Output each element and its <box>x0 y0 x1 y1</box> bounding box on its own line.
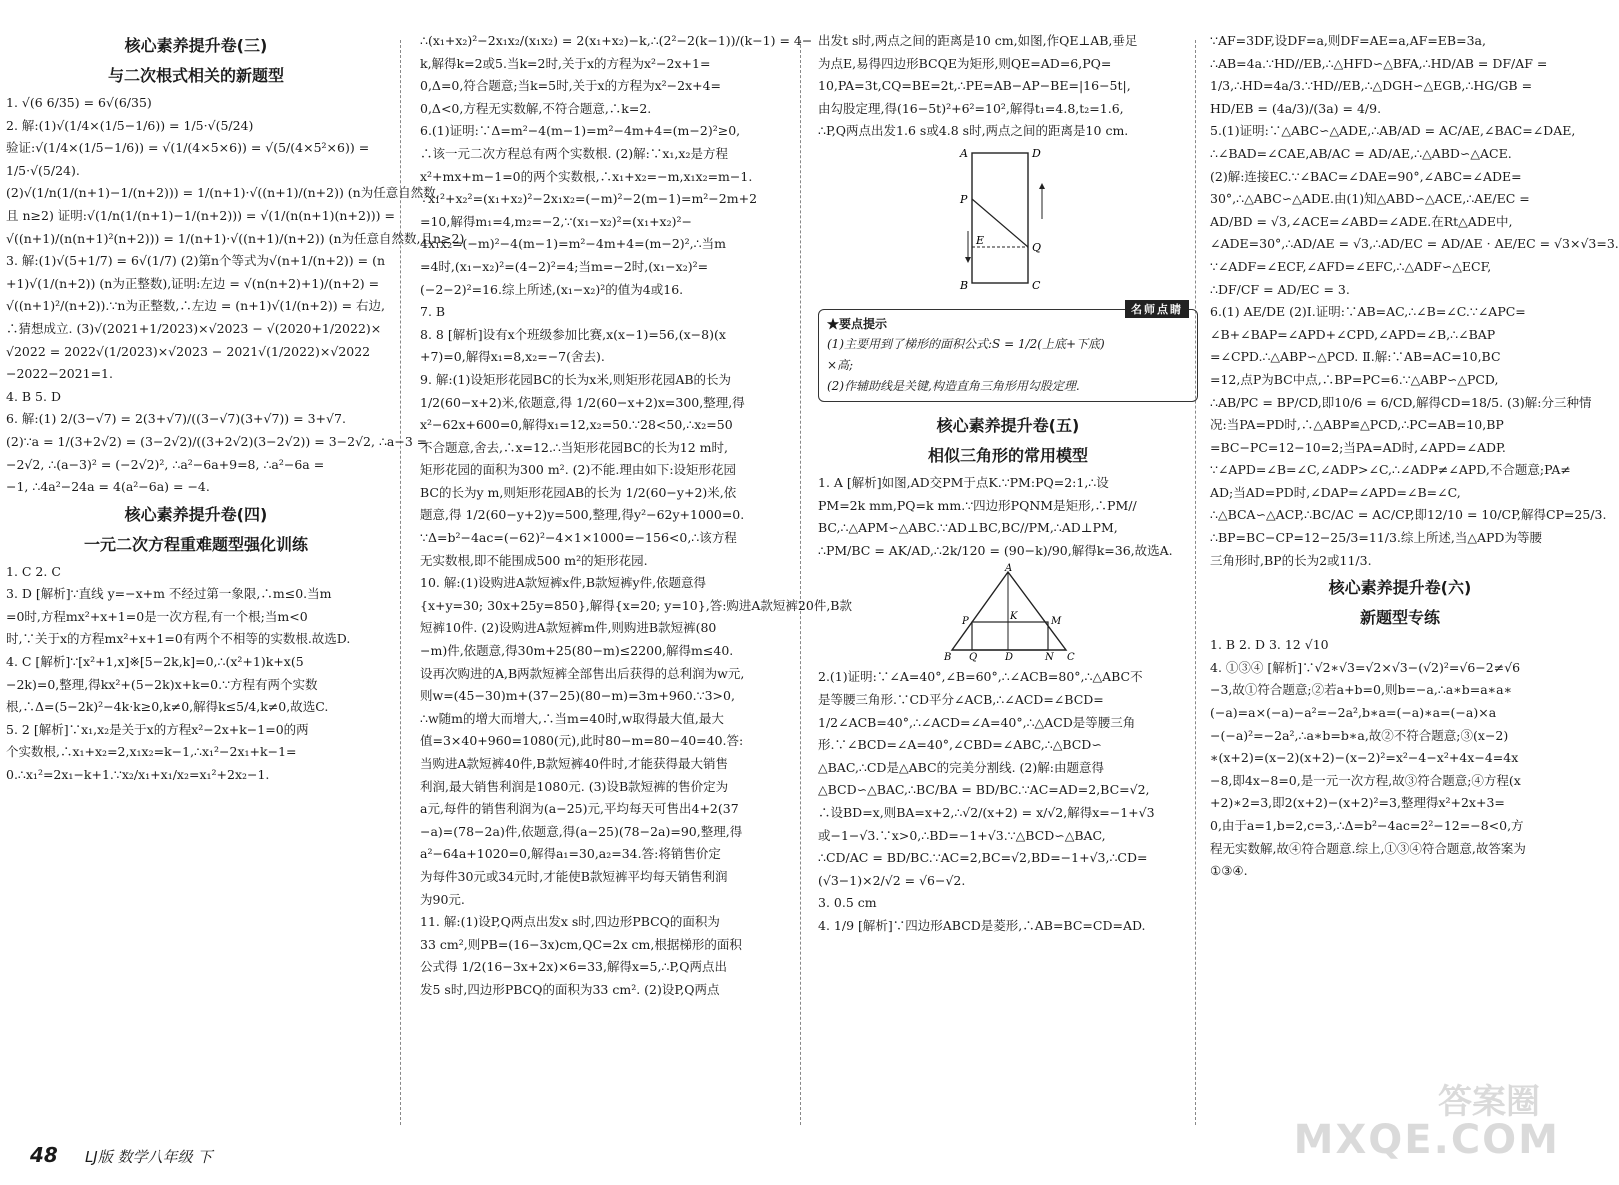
answer-line: 当购进A款短裤40件,B款短裤40件时,才能获得最大销售 <box>420 756 728 771</box>
answer-line: 公式得 1/2(16−3x+2x)×6=33,解得x=5,∴P,Q两点出 <box>420 959 727 975</box>
answer-line: {x+y=30; 30x+25y=850},解得{x=20; y=10},答:购进A款短裤20件,B款 <box>420 597 852 613</box>
answer-line: ∠ADE=30°,∴AD/AE = √3,∴AD/EC = AD/AE · AE/EC = √3×√3=3. <box>1210 236 1619 252</box>
section-title: 核心素养提升卷(三) <box>124 36 268 55</box>
answer-line: ∴(x₁+x₂)²−2x₁x₂/(x₁x₂) = 2(x₁+x₂)−k,∴(2²−2(k−1))/(k−1) = 4− <box>420 33 813 48</box>
answer-line: △BAC,∴CD是△ABC的完美分割线. (2)解:由题意得 <box>818 759 1104 775</box>
answer-line: (−2−2)²=16.综上所述,(x₁−x₂)²的值为4或16. <box>420 281 684 297</box>
section-subtitle: 新题型专练 <box>1359 608 1440 628</box>
answer-line: 4. B 5. D <box>6 388 61 404</box>
answer-line: 个实数根,∴x₁+x₂=2,x₁x₂=k−1,∴x₁²−2x₁+k−1= <box>6 744 297 760</box>
answer-line: ∴CD/AC = BD/BC.∵AC=2,BC=√2,BD=−1+√3,∴CD= <box>818 850 1148 866</box>
answer-line: 为点E,易得四边形BCQE为矩形,则QE=AD=6,PQ= <box>818 55 1112 71</box>
answer-line: 利润,最大销售利润是1080元. (3)设B款短裤的售价定为 <box>420 778 729 794</box>
answer-block <box>6 561 386 787</box>
answer-line: 值=3×40+960=1080(元),此时80−m=80−40=40.答: <box>420 733 744 749</box>
section-subtitle: 一元二次方程重难题型强化训练 <box>83 534 308 554</box>
answer-line: ∴P,Q两点出发1.6 s或4.8 s时,两点之间的距离是10 cm. <box>818 123 1129 139</box>
answer-line: 0,Δ=0,符合题意;当k=5时,关于x的方程为x²−2x+4= <box>420 78 722 94</box>
answer-line: 设再次购进的A,B两款短裤全部售出后获得的总利润为w元, <box>420 665 745 681</box>
answer-line: ∗(x+2)=(x−2)(x+2)−(x−2)²=x²−4−x²+4x−4=4x <box>1210 750 1519 766</box>
footer-text: LJ版 数学八年级 下 <box>84 1148 213 1166</box>
answer-line: 1. √(6 6/35) = 6√(6/35) <box>6 95 152 110</box>
answer-line: 为90元. <box>420 891 465 907</box>
answer-line: 1. B 2. D 3. 12 √10 <box>1210 637 1329 653</box>
answer-line: AD/BD = √3,∠ACE=∠ABD=∠ADE.在Rt△ADE中, <box>1210 213 1513 229</box>
answer-line: 短裤10件. (2)设购进A款短裤m件,则购进B款短裤(80 <box>420 620 717 636</box>
answer-block <box>818 30 1198 143</box>
answer-line: HD/EB = (4a/3)/(3a) = 4/9. <box>1210 100 1382 116</box>
answer-line: =4时,(x₁−x₂)²=(4−2)²=4;当m=−2时,(x₁−x₂)²= <box>420 258 709 274</box>
answer-line: 33 cm²,则PB=(16−3x)cm,QC=2x cm,根据梯形的面积 <box>420 936 742 952</box>
answer-line: +1)√(1/(n+2)) (n为正整数),证明:左边 = √(n(n+2)+1)/(n+2) = <box>6 275 380 291</box>
answer-line: √2022 = 2022√(1/2023)×√2023 − 2021√(1/2022)×√2022 <box>6 343 371 359</box>
answer-line: AD;当AD=PD时,∠DAP=∠APD=∠B=∠C, <box>1210 484 1461 500</box>
answer-line: 1. C 2. C <box>6 563 61 579</box>
answer-line: 根,∴Δ=(5−2k)²−4k·k≥0,k≠0,解得k≤5/4,k≠0,故选C. <box>6 699 329 715</box>
answer-line: 是等腰三角形.∵CD平分∠ACB,∴∠ACD=∠BCD= <box>818 691 1104 707</box>
answer-line: 则w=(45−30)m+(37−25)(80−m)=3m+960.∵3>0, <box>420 688 735 704</box>
answer-line: 1/5·√(5/24). <box>6 162 80 178</box>
tip-line: (1)主要用到了梯形的面积公式:S = 1/2(上底+下底) <box>827 336 1105 351</box>
answer-line: −(−a)²=−2a²,∴a∗b=b∗a,故②不符合题意;③(x−2) <box>1210 727 1509 743</box>
answer-line: (−a)=a×(−a)−a²=−2a²,b∗a=(−a)∗a=(−a)×a <box>1210 705 1497 721</box>
answer-line: ∵∠APD=∠B=∠C,∠ADP>∠C,∴∠ADP≠∠APD,不合题意;PA≠ <box>1210 462 1571 478</box>
answer-line: x²+mx+m−1=0的两个实数根,∴x₁+x₂=−m,x₁x₂=m−1. <box>420 168 753 184</box>
tip-line: (2)作辅助线是关键,构造直角三角形用勾股定理. <box>827 378 1080 393</box>
label-d: D <box>1005 652 1014 664</box>
answer-line: ∵∠ADF=∠ECF,∠AFD=∠EFC,∴△ADF∽△ECF, <box>1210 258 1492 274</box>
answer-line: ∴AB=4a.∵HD//EB,∴△HFD∽△BFA,∴HD/AB = DF/AF = <box>1210 55 1548 71</box>
answer-line: 5.(1)证明:∵△ABC∽△ADE,∴AB/AD = AC/AE,∠BAC=∠DAE, <box>1210 123 1576 139</box>
answer-line: −a)=(78−2a)件,依题意,得(a−25)(78−2a)=90,整理,得 <box>420 823 743 839</box>
answer-line: −2√2, ∴(a−3)² = (−2√2)², ∴a²−6a+9=8, ∴a²−6a = <box>6 456 325 472</box>
answer-line: BC的长为y m,则矩形花园AB的长为 1/2(60−y+2)米,依 <box>420 484 737 500</box>
label-q: Q <box>1032 240 1042 254</box>
answer-line: 1/2∠ACB=40°,∴∠ACD=∠A=40°,∴△ACD是等腰三角 <box>818 714 1136 730</box>
answer-line: 11. 解:(1)设P,Q两点出发x s时,四边形PBCQ的面积为 <box>420 914 720 930</box>
label-c: C <box>1067 652 1075 664</box>
label-k: K <box>1010 611 1018 623</box>
section-subtitle: 与二次根式相关的新题型 <box>107 66 284 85</box>
answer-line: (√3−1)×2/√2 = √6−√2. <box>818 872 966 888</box>
answer-line: 为每件30元或34元时,才能使B款短裤平均每天销售利润 <box>420 868 728 884</box>
label-c: C <box>1032 278 1041 292</box>
page-number: 48 <box>30 1143 58 1167</box>
answer-line: =12,点P为BC中点,∴BP=PC=6.∵△ABP∽△PCD, <box>1210 371 1499 387</box>
answer-line: 时,∵关于x的方程mx²+x+1=0有两个不相等的实数根.故选D. <box>6 631 351 647</box>
answer-line: 2. 解:(1)√(1/4×(1/5−1/6)) = 1/5·√(5/24) <box>6 117 254 133</box>
label-p: P <box>960 192 968 206</box>
column-4 <box>1210 30 1619 883</box>
answer-line: 0,由于a=1,b=2,c=3,∴Δ=b²−4ac=2²−12=−8<0,方 <box>1210 818 1524 833</box>
answer-line: √((n+1)/(n(n+1)²(n+2))) = 1/(n+1)·√((n+1)/(n+2)) (n为任意自然数,且n≥2) <box>6 230 465 246</box>
answer-line: 不合题意,舍去,∴x=12.∴当矩形花园BC的长为12 m时, <box>420 439 728 455</box>
tip-line: ×高; <box>827 357 854 372</box>
answer-line: 况:当PA=PD时,∴△ABP≌△PCD,∴PC=AB=10,BP <box>1210 417 1504 433</box>
answer-line: 4. C [解析]∵[x²+1,x]※[5−2k,k]=0,∴(x²+1)k+x(5 <box>6 654 304 670</box>
answer-line: 3. D [解析]∵直线 y=−x+m 不经过第一象限,∴m≤0.当m <box>6 586 332 602</box>
label-m: M <box>1051 616 1062 628</box>
answer-line: ∴AB/PC = BP/CD,即10/6 = 6/CD,解得CD=18/5. (3)解:分三种情 <box>1210 394 1592 410</box>
answer-line: 10,PA=3t,CQ=BE=2t,∴PE=AB−AP−BE=|16−5t|, <box>818 78 1131 94</box>
triangle-figure <box>938 563 1078 664</box>
answer-line: a元,每件的销售利润为(a−25)元,平均每天可售出4+2(37 <box>420 801 739 817</box>
section-title: 核心素养提升卷(五) <box>936 415 1080 435</box>
answer-line: =10,解得m₁=4,m₂=−2,∵(x₁−x₂)²=(x₁+x₂)²− <box>420 213 692 229</box>
answer-line: 3. 0.5 cm <box>818 895 877 911</box>
answer-line: PM=2k mm,PQ=k mm.∵四边形PQNM是矩形,∴PM// <box>818 497 1137 513</box>
rect-abcd <box>972 153 1028 283</box>
answer-line: −3,故①符合题意;②若a+b=0,则b=−a,∴a∗b=a∗a∗ <box>1210 682 1513 698</box>
answer-line: △BCD∽△BAC,∴BC/BA = BD/BC.∵AC=AD=2,BC=√2, <box>818 782 1150 798</box>
answer-block <box>1210 634 1590 883</box>
answer-block <box>818 666 1198 937</box>
answer-line: ∵AF=3DF,设DF=a,则DF=AE=a,AF=EB=3a, <box>1210 33 1486 48</box>
answer-line: (2)解:连接EC.∵∠BAC=∠DAE=90°,∠ABC=∠ADE= <box>1210 168 1522 184</box>
tip-box <box>818 302 1198 402</box>
answer-line: ∵x₁²+x₂²=(x₁+x₂)²−2x₁x₂=(−m)²−2(m−1)=m²−2m+2 <box>420 191 758 207</box>
answer-line: 1/2(60−x+2)米,依题意,得 1/2(60−x+2)x=300,整理,得 <box>420 394 745 410</box>
answer-line: 6.(1) AE/DE (2)Ⅰ.证明:∵AB=AC,∴∠B=∠C.∵∠APC= <box>1210 304 1526 320</box>
arrow-head <box>1039 183 1045 189</box>
answer-line: =BC−PC=12−10=2;当PA=AD时,∠APD=∠ADP. <box>1210 439 1506 455</box>
answer-line: ∴DF/CF = AD/EC = 3. <box>1210 281 1350 297</box>
answer-line: −m)件,依题意,得30m+25(80−m)≤2200,解得m≤40. <box>420 643 734 659</box>
answer-line: 6. 解:(1) 2/(3−√7) = 2(3+√7)/((3−√7)(3+√7)) = 3+√7. <box>6 411 346 427</box>
answer-line: 且 n≥2) 证明:√(1/n(1/(n+1)−1/(n+2))) = √(1/(n(n+1)(n+2))) = <box>6 207 395 223</box>
answer-line: 出发t s时,两点之间的距离是10 cm,如图,作QE⊥AB,垂足 <box>818 33 1138 48</box>
answer-line: 7. B <box>420 304 446 320</box>
section-title: 核心素养提升卷(四) <box>124 504 268 524</box>
answer-line: ∴BP=BC−CP=12−25/3=11/3.综上所述,当△APD为等腰 <box>1210 530 1542 546</box>
answer-line: (2)∵a = 1/(3+2√2) = (3−2√2)/((3+2√2)(3−2√2)) = 3−2√2, ∴a−3 = <box>6 433 428 449</box>
answer-line: 6.(1)证明:∵Δ=m²−4(m−1)=m²−4m+4=(m−2)²≥0, <box>420 123 741 139</box>
answer-line: ∴猜想成立. (3)√(2021+1/2023)×√2023 − √(2020+1/2022)× <box>6 320 382 336</box>
answer-line: ①③④. <box>1210 863 1248 879</box>
answer-line: −1, ∴4a²−24a = 4(a²−6a) = −4. <box>6 479 210 495</box>
label-q: Q <box>969 652 978 664</box>
watermark-url: MXQE.COM <box>1293 1117 1560 1163</box>
answer-line: (2)√(1/n(1/(n+1)−1/(n+2))) = 1/(n+1)·√((n+1)/(n+2)) (n为任意自然数, <box>6 185 440 201</box>
rectangle-figure <box>938 147 1078 295</box>
answer-line: 9. 解:(1)设矩形花园BC的长为x米,则矩形花园AB的长为 <box>420 371 732 387</box>
answer-line: +2)∗2=3,即2(x+2)−(x+2)²=3,整理得x²+2x+3= <box>1210 795 1505 811</box>
answer-line: 程无实数解,故④符合题意.综上,①③④符合题意,故答案为 <box>1210 840 1526 856</box>
answer-line: 2.(1)证明:∵∠A=40°,∠B=60°,∴∠ACB=80°,∴△ABC不 <box>818 669 1143 685</box>
answer-line: ∴△BCA∽△ACP,∴BC/AC = AC/CP,即12/10 = 10/CP,解得CP=25/3. <box>1210 507 1607 523</box>
section-title: 核心素养提升卷(六) <box>1328 578 1472 598</box>
answer-line: 形.∵∠BCD=∠A=40°,∠CBD=∠ABC,∴△BCD∽ <box>818 737 1102 753</box>
answer-block <box>818 472 1198 562</box>
answer-line: ∵Δ=b²−4ac=(−62)²−4×1×1000=−156<0,∴该方程 <box>420 530 737 546</box>
answer-line: −8,即4x−8=0,是一元一次方程,故③符合题意;④方程(x <box>1210 772 1521 788</box>
answer-line: 发5 s时,四边形PBCQ的面积为33 cm². (2)设P,Q两点 <box>420 981 720 997</box>
answer-line: =∠CPD.∴△ABP∽△PCD. Ⅱ.解:∵AB=AC=10,BC <box>1210 349 1501 365</box>
answer-line: 1. A [解析]如图,AD交PM于点K.∵PM:PQ=2:1,∴设 <box>818 474 1109 490</box>
arrow-head <box>965 257 971 263</box>
answer-line: k,解得k=2或5.当k=2时,关于x的方程为x²−2x+1= <box>420 55 711 71</box>
answer-line: ∴该一元二次方程总有两个实数根. (2)解:∵x₁,x₂是方程 <box>420 145 728 161</box>
answer-line: 0,Δ<0,方程无实数解,不符合题意,∴k=2. <box>420 100 652 116</box>
page-footer <box>30 1143 212 1167</box>
answer-line: √((n+1)²/(n+2)).∵n为正整数,∴左边 = (n+1)√(1/(n+2)) = 右边, <box>6 298 386 314</box>
answer-line: ∴w随m的增大而增大,∴当m=40时,w取得最大值,最大 <box>420 710 724 726</box>
column-3 <box>818 30 1198 937</box>
answer-line: 10. 解:(1)设购进A款短裤x件,B款短裤y件,依题意得 <box>420 575 707 591</box>
answer-line: =0时,方程mx²+x+1=0是一次方程,有一个根;当m<0 <box>6 608 308 624</box>
label-e: E <box>976 233 985 247</box>
answer-line: ∴设BD=x,则BA=x+2,∴√2/(x+2) = x/√2,解得x=−1+√3 <box>818 804 1155 820</box>
answer-line: 30°,∴△ABC∽△ADE.由(1)知△ABD∽△ACE,∴AE/EC = <box>1210 191 1530 207</box>
answer-line: 矩形花园的面积为300 m². (2)不能.理由如下:设矩形花园 <box>420 462 737 478</box>
answer-line: ∴∠BAD=∠CAE,AB/AC = AD/AE,∴△ABD∽△ACE. <box>1210 145 1512 161</box>
answer-line: ∠B+∠BAP=∠APD+∠CPD,∠APD=∠B,∴∠BAP <box>1210 326 1496 342</box>
rect-pqnm <box>972 622 1048 650</box>
answer-line: 5. 2 [解析]∵x₁,x₂是关于x的方程x²−2x+k−1=0的两 <box>6 721 309 737</box>
answer-line: +7)=0,解得x₁=8,x₂=−7(舍去). <box>420 349 605 365</box>
tip-heading: ★要点提示 <box>827 316 888 331</box>
watermark-logo: 答案圈 <box>1438 1082 1540 1122</box>
label-d: D <box>1032 146 1041 160</box>
answer-line: 三角形时,BP的长为2或11/3. <box>1210 552 1372 568</box>
answer-block <box>1210 30 1619 572</box>
label-b: B <box>960 278 969 292</box>
answer-line: 或−1−√3.∵x>0,∴BD=−1+√3.∵△BCD∽△BAC, <box>818 827 1106 843</box>
answer-line: 题意,得 1/2(60−y+2)y=500,整理,得y²−62y+1000=0. <box>420 507 745 523</box>
answer-line: −2k)=0,整理,得kx²+(5−2k)x+k=0.∵方程有两个实数 <box>6 676 318 692</box>
answer-line: −2022−2021=1. <box>6 366 113 382</box>
column-divider <box>400 40 401 1125</box>
answer-line: x²−62x+600=0,解得x₁=12,x₂=50.∵28<50,∴x₂=50 <box>420 417 733 433</box>
label-a: A <box>960 146 968 160</box>
answer-line: 4x₁x₂=(−m)²−4(m−1)=m²−4m+4=(m−2)²,∴当m <box>420 236 726 252</box>
section-subtitle: 相似三角形的常用模型 <box>927 445 1088 465</box>
answer-line: 无实数根,即不能围成500 m²的矩形花园. <box>420 552 648 568</box>
label-a: A <box>1005 563 1013 575</box>
label-b: B <box>944 652 952 664</box>
label-p: P <box>962 616 969 628</box>
triangle-abc <box>952 572 1066 650</box>
answer-line: 8. 8 [解析]设有x个班级参加比赛,x(x−1)=56,(x−8)(x <box>420 326 726 342</box>
answer-line: 4. 1/9 [解析]∵四边形ABCD是菱形,∴AB=BC=CD=AD. <box>818 917 1146 933</box>
answer-line: 3. 解:(1)√(5+1/7) = 6√(1/7) (2)第n个等式为√(n+1/(n+2)) = (n <box>6 253 386 269</box>
answer-line: 由勾股定理,得(16−5t)²+6²=10²,解得t₁=4.8,t₂=1.6, <box>818 100 1124 116</box>
answer-line: 1/3,∴HD=4a/3.∵HD//EB,∴△DGH∽△EGB,∴HG/GB = <box>1210 78 1533 94</box>
answer-line: 0.∴x₁²=2x₁−k+1.∵x₂/x₁+x₁/x₂=x₁²+2x₂−1. <box>6 767 270 783</box>
answer-line: a²−64a+1020=0,解得a₁=30,a₂=34.答:将销售价定 <box>420 846 721 862</box>
answer-line: 4. ①③④ [解析]∵√2∗√3=√2×√3−(√2)²=√6−2≠√6 <box>1210 659 1521 675</box>
column-divider <box>800 40 801 1125</box>
tip-tag: 名师点睛 <box>1125 300 1189 318</box>
label-n: N <box>1045 652 1054 664</box>
answer-line: BC,∴△APM∽△ABC.∵AD⊥BC,BC//PM,∴AD⊥PM, <box>818 520 1118 536</box>
answer-line: 验证:√(1/4×(1/5−1/6)) = √(1/(4×5×6)) = √(5/(4×5²×6)) = <box>6 140 370 156</box>
answer-line: ∴PM/BC = AK/AD,∴2k/120 = (90−k)/90,解得k=36,故选A. <box>818 542 1173 558</box>
